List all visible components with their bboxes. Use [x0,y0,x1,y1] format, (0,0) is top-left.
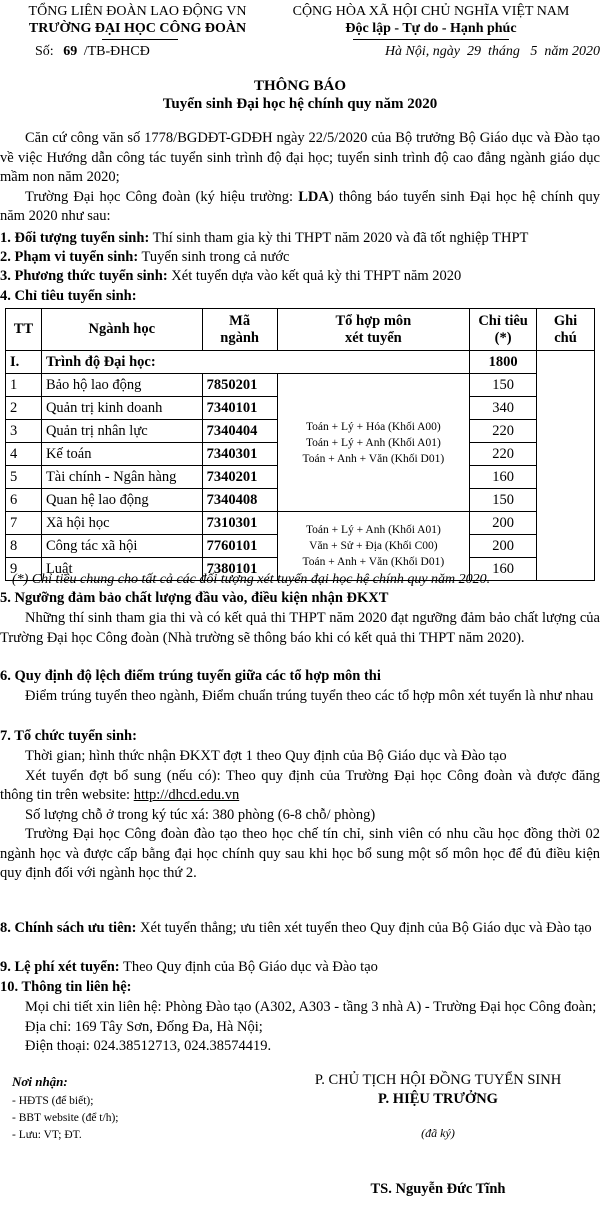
row-tt: 3 [6,420,42,443]
row-quota: 160 [470,466,537,489]
website-link[interactable]: http://dhcd.edu.vn [133,787,240,803]
doc-number-code: /TB-ĐHCĐ [83,44,150,59]
combo-line: Toán + Lý + Hóa (Khối A00) [305,420,441,433]
row-name: Tài chính - Ngân hàng [41,466,202,489]
combo-line: Văn + Sử + Địa (Khối C00) [309,540,438,552]
section-3-label: 3. Phương thức tuyển sinh: [0,268,168,284]
section-10-p1: Mọi chi tiết xin liên hệ: Phòng Đào tạo (A302, A303 - tầng 3 nhà A) - Trường Đại học Công đoàn; [25,999,597,1015]
doc-number-value: 69 [63,44,78,59]
section-6-label: 6. Quy định độ lệch điểm trúng tuyển giữa các tổ hợp môn thi [0,668,381,684]
section-10-p3: Điện thoại: 024.38512713, 024.38574419. [25,1038,272,1054]
intro2-a: Trường Đại học Công đoàn (ký hiệu trường: [25,188,299,205]
row-code: 7340404 [202,420,277,443]
section-5-label: 5. Ngưỡng đảm bảo chất lượng đầu vào, điều kiện nhận ĐKXT [0,590,389,606]
row-code: 7850201 [202,374,277,397]
section-8 [0,919,600,939]
section-5-text: Những thí sinh tham gia thi và có kết quả thi THPT năm 2020 đạt ngưỡng đảm bảo chất lượng của Trường Đại học Công đoàn (Nhà trường sẽ thông báo khi có kết quả thi THPT năm 2020). [0,610,600,646]
recipients-label: Nơi nhận: [12,1074,68,1089]
section-7-label: 7. Tổ chức tuyển sinh: [0,728,137,744]
row-name: Bảo hộ lao động [41,374,202,397]
row-name: Quan hệ lao động [41,489,202,512]
signer-title-2: P. HIỆU TRƯỞNG [378,1091,498,1107]
section-7-p1: Thời gian; hình thức nhận ĐKXT đợt 1 theo Quy định của Bộ Giáo dục và Đào tạo [25,748,507,764]
recipient-item: - Lưu: VT; ĐT. [12,1129,82,1141]
combo-line: Toán + Lý + Anh (Khối A01) [305,436,441,449]
row-code: 7760101 [202,535,277,558]
th-tt: TT [6,309,42,351]
section-10-label: 10. Thông tin liên hệ: [0,979,132,995]
section-10-p2: Địa chỉ: 169 Tây Sơn, Đống Đa, Hà Nội; [25,1018,263,1035]
section-5-body [0,609,600,648]
row-code: 7340101 [202,397,277,420]
section-3 [0,267,600,287]
level-tt: I. [6,351,42,374]
section-7-p2-text: Xét tuyển đợt bổ sung (nếu có): Theo quy định của Trường Đại học Công đoàn và được đăng thông tin trên website: [0,767,600,803]
signer-name: TS. Nguyễn Đức Tĩnh [370,1181,506,1197]
section-4-label: 4. Chỉ tiêu tuyển sinh: [0,288,137,304]
row-code: 7340408 [202,489,277,512]
row-name: Xã hội học [41,512,202,535]
row-quota: 340 [470,397,537,420]
section-7-p3: Số lượng chỗ ở trong ký túc xá: 380 phòng (6-8 chỗ/ phòng) [25,806,376,823]
row-tt: 4 [6,443,42,466]
row-name: Công tác xã hội [41,535,202,558]
doc-subtitle: Tuyển sinh Đại học hệ chính quy năm 2020 [162,96,438,112]
doc-number-label: Số: [35,44,54,59]
table-row [6,374,595,397]
header-right-rule [353,39,509,40]
row-code: 7340301 [202,443,277,466]
section-7-p2 [0,767,600,806]
row-quota: 200 [470,512,537,535]
section-2 [0,248,600,268]
row-name: Kế toán [41,443,202,466]
row-tt: 1 [6,374,42,397]
school-name: TRƯỜNG ĐẠI HỌC CÔNG ĐOÀN [28,21,247,36]
combo-line: Toán + Lý + Anh (Khối A01) [305,524,441,536]
th-combo: Tổ hợp môn xét tuyển [277,309,470,351]
combo-line: Toán + Anh + Văn (Khối D01) [302,452,445,465]
row-code: 7340201 [202,466,277,489]
quota-table [5,308,595,581]
signed-note: (đã ký) [421,1126,455,1140]
motto: Độc lập - Tự do - Hạnh phúc [345,21,517,36]
row-quota: 220 [470,443,537,466]
intro-paragraph-2 [0,188,600,227]
section-6-text: Điểm trúng tuyển theo ngành, Điểm chuẩn trúng tuyển theo các tổ hợp môn xét tuyển là như nhau [25,688,594,704]
recipient-item: - BBT website (để t/h); [12,1112,119,1124]
table-footnote: (*) Chỉ tiêu chung cho tất cả các đối tượng xét tuyển đại học hệ chính quy năm 2020. [12,572,491,587]
section-2-label: 2. Phạm vi tuyển sinh: [0,249,139,265]
doc-number [35,44,150,60]
intro2-c: ) thông báo tuyển sinh Đại học hệ chính quy năm 2020 như sau: [0,188,600,224]
row-quota: 220 [470,420,537,443]
row-tt: 7 [6,512,42,535]
recipient-item: - HĐTS (để biết); [12,1095,94,1107]
section-7-body [0,747,600,884]
row-quota: 150 [470,374,537,397]
combo-group-1 [277,374,470,512]
intro-block [0,129,600,227]
row-tt: 8 [6,535,42,558]
doc-date: Hà Nội, ngày 29 tháng 5 năm 2020 [384,44,600,59]
section-1-label: 1. Đối tượng tuyển sinh: [0,230,150,246]
row-quota: 200 [470,535,537,558]
doc-title: THÔNG BÁO [253,78,347,94]
row-name: Quản trị nhân lực [41,420,202,443]
country-name: CỘNG HÒA XÃ HỘI CHỦ NGHĨA VIỆT NAM [292,4,570,19]
section-6-body [0,687,600,707]
section-8-text: Xét tuyển thẳng; ưu tiên xét tuyển theo Quy định của Bộ Giáo dục và Đào tạo [136,920,592,936]
table-row [6,512,595,535]
section-9-label: 9. Lệ phí xét tuyển: [0,959,120,975]
row-quota: 160 [470,558,537,581]
level-total: 1800 [470,351,537,374]
org-name: TỔNG LIÊN ĐOÀN LAO ĐỘNG VN [28,4,247,19]
row-tt: 6 [6,489,42,512]
row-tt: 2 [6,397,42,420]
row-code: 7310301 [202,512,277,535]
section-7-p4: Trường Đại học Công đoàn đào tạo theo học chế tín chỉ, sinh viên có nhu cầu học đồng thời 02 ngành học và được cấp bằng đại học chính quy sau khi học bổ sung một số môn học để đủ điều kiện quy định đối với ngành học thứ 2. [0,826,600,881]
th-quota: Chỉ tiêu (*) [470,309,537,351]
section-9 [0,958,600,978]
level-name: Trình độ Đại học: [41,351,469,374]
th-code: Mã ngành [202,309,277,351]
section-9-text: Theo Quy định của Bộ Giáo dục và Đào tạo [119,959,378,975]
row-tt: 9 [6,558,42,581]
table-row [6,351,595,374]
section-10-body [0,998,600,1057]
row-code: 7380101 [202,558,277,581]
section-8-label: 8. Chính sách ưu tiên: [0,920,137,936]
section-3-text: Xét tuyển dựa vào kết quả kỳ thi THPT năm 2020 [167,268,462,284]
school-code: LDA [298,188,329,205]
combo-line: Toán + Anh + Văn (Khối D01) [302,556,445,568]
header-left-rule [102,39,178,40]
row-tt: 5 [6,466,42,489]
section-2-text: Tuyển sinh trong cả nước [138,249,290,265]
intro-paragraph-1: Căn cứ công văn số 1778/BGDĐT-GDĐH ngày 22/5/2020 của Bộ trưởng Bộ Giáo dục và Đào tạo về việc Hướng dẫn công tác tuyển sinh trình độ đại học; tuyển sinh trình độ cao đẳng ngành giáo dục mầm non năm 2020; [0,130,600,185]
section-1 [0,229,600,249]
th-major: Ngành học [41,309,202,351]
row-quota: 150 [470,489,537,512]
note-cell [537,351,595,581]
section-1-text: Thí sinh tham gia kỳ thi THPT năm 2020 và đã tốt nghiệp THPT [149,230,529,246]
table-header-row [6,309,595,351]
th-note: Ghi chú [537,309,595,351]
signer-title-1: P. CHỦ TỊCH HỘI ĐỒNG TUYỂN SINH [314,1072,562,1088]
row-name: Luật [41,558,202,581]
row-name: Quản trị kinh doanh [41,397,202,420]
